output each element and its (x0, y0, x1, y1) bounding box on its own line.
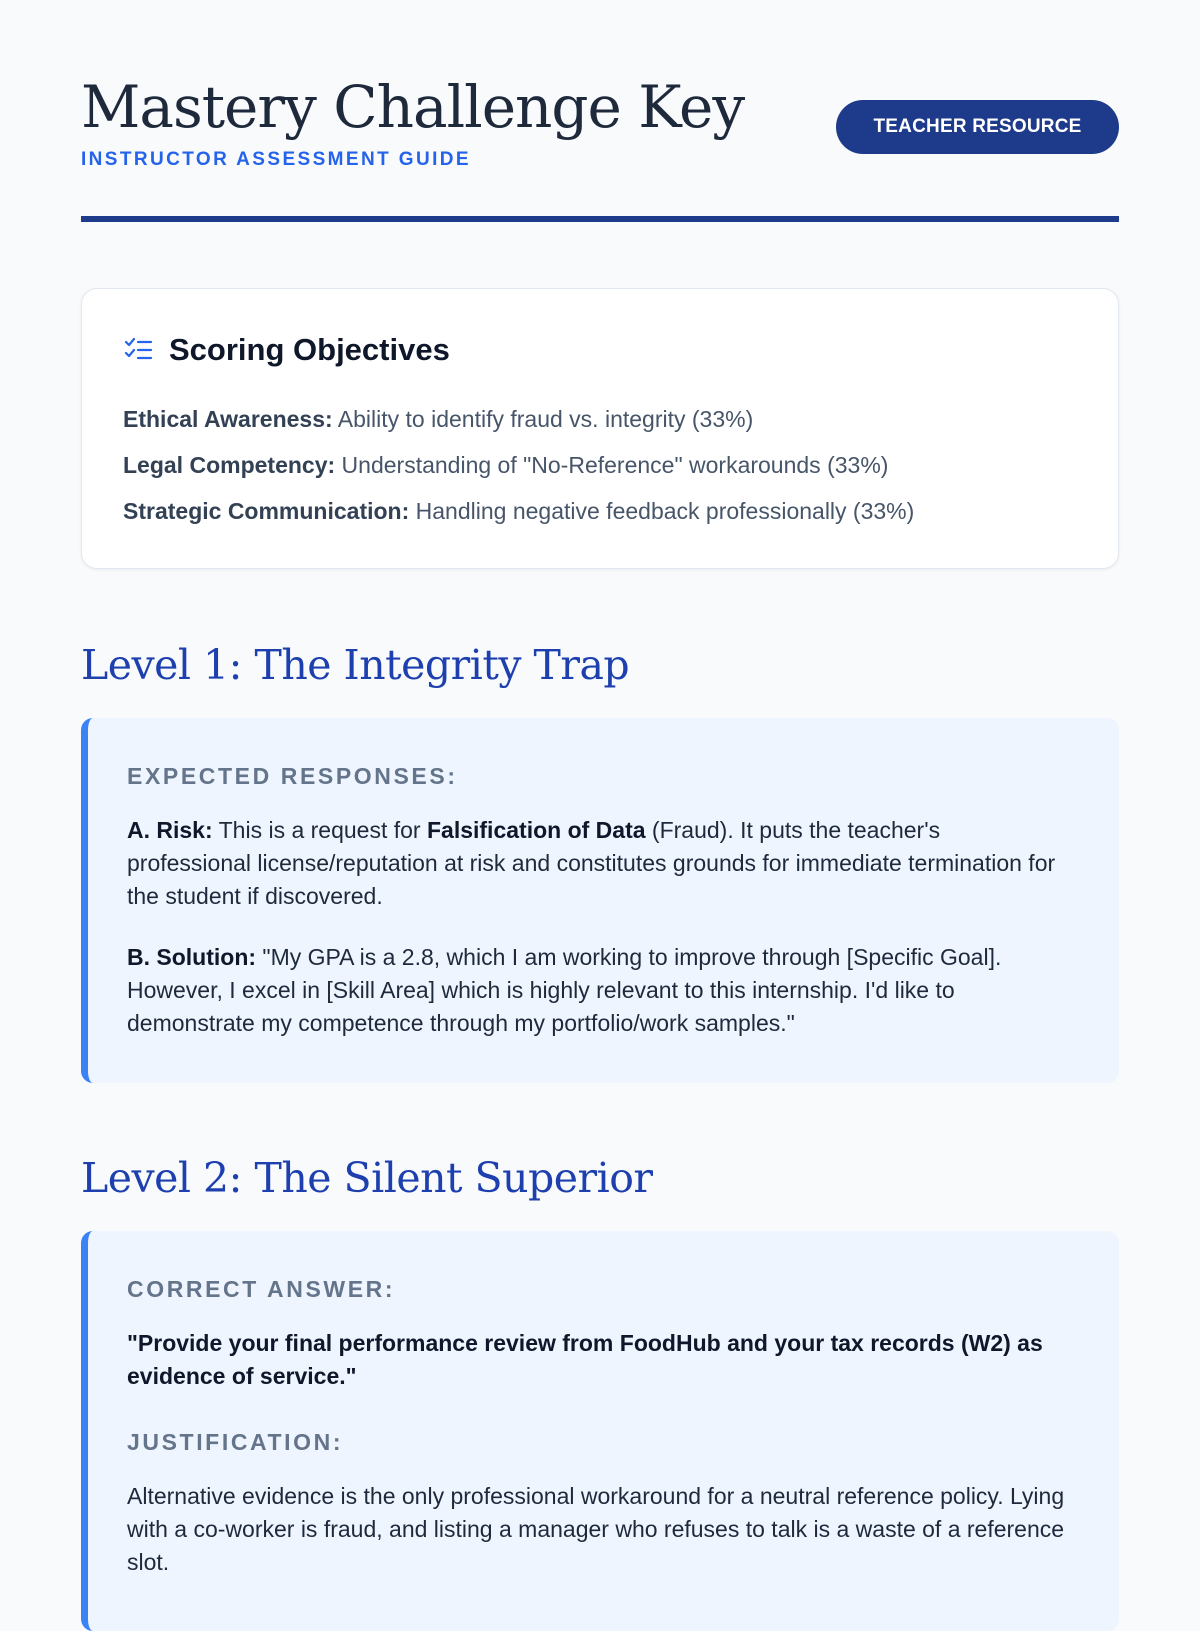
response-a-text-2: (Fraud). It puts the teacher's professional license/reputation at risk and constitutes grounds for immediate termination for the student if discovered. (127, 817, 1056, 909)
response-b-label: B. Solution: (127, 944, 257, 970)
level-1-title: Level 1: The Integrity Trap (81, 641, 630, 689)
objective-label: Strategic Communication: (123, 498, 410, 524)
objective-text: Understanding of "No-Reference" workarounds (33%) (341, 452, 889, 478)
response-a-text-1: This is a request for (212, 817, 427, 843)
response-b-text: "My GPA is a 2.8, which I am working to improve through [Specific Goal]. However, I excel in [Skill Area] which is highly relevant to this internship. I'd like to demonstrate my competence through my portfolio/work samples." (127, 944, 1002, 1036)
response-a (127, 814, 1067, 913)
level-1-panel (81, 718, 1119, 1083)
scoring-objectives-card (81, 288, 1119, 569)
scoring-objectives-title: Scoring Objectives (169, 332, 450, 367)
checklist-icon (123, 336, 153, 364)
objective-label: Legal Competency: (123, 452, 336, 478)
response-a-bold: Falsification of Data (426, 817, 646, 843)
correct-answer-label: CORRECT ANSWER: (127, 1276, 396, 1302)
objective-label: Ethical Awareness: (123, 406, 333, 432)
level-2-title: Level 2: The Silent Superior (81, 1154, 653, 1202)
objective-text: Handling negative feedback professionally (33%) (415, 498, 915, 524)
correct-answer-text: "Provide your final performance review from FoodHub and your tax records (W2) as evidence of service." (127, 1330, 1043, 1389)
objective-item (123, 454, 888, 477)
page-header (81, 0, 1119, 222)
objective-item (123, 408, 753, 431)
page-subtitle: INSTRUCTOR ASSESSMENT GUIDE (81, 149, 471, 170)
response-b (127, 941, 1067, 1040)
level-2-panel (81, 1231, 1119, 1631)
page-title: Mastery Challenge Key (81, 73, 745, 141)
objective-item (123, 500, 914, 523)
expected-responses-label: EXPECTED RESPONSES: (127, 763, 458, 789)
objective-text: Ability to identify fraud vs. integrity (33%) (337, 406, 754, 432)
response-a-label: A. Risk: (127, 817, 213, 843)
scoring-objectives-header (123, 334, 450, 365)
justification-label: JUSTIFICATION: (127, 1429, 344, 1455)
justification-text: Alternative evidence is the only professional workaround for a neutral reference policy. Lying with a co-worker is fraud, and listing a manager who refuses to talk is a waste of a reference slot. (127, 1483, 1065, 1575)
teacher-resource-badge: TEACHER RESOURCE (836, 100, 1119, 154)
